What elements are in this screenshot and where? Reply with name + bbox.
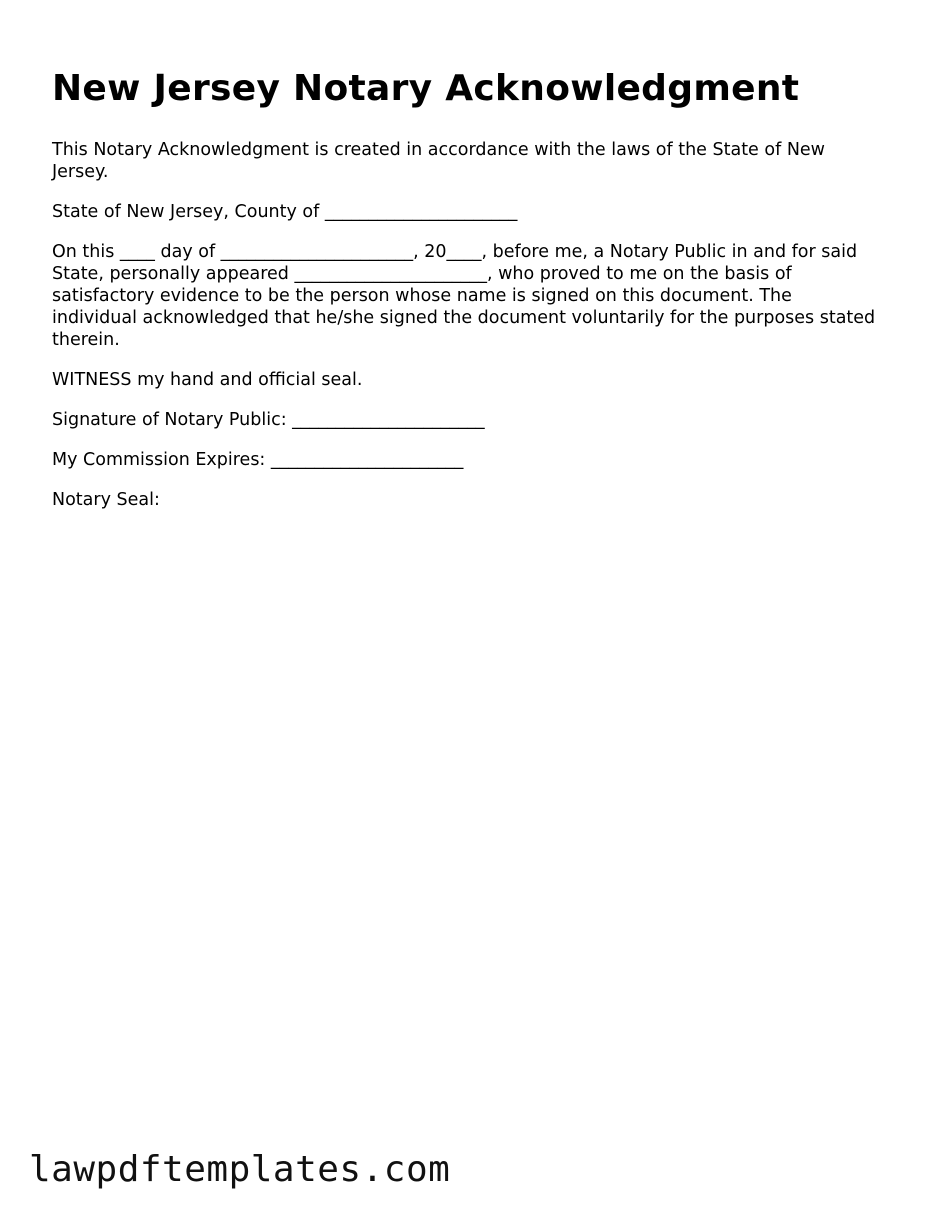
acknowledgment-paragraph: On this ____ day of ______________________, 20____, before me, a Notary Public in and for said State, personally appeared ______________________, who proved to me on the basis of satisfactory evidence to be the person whose name is signed on this document. The individual acknowledged that he/she signed the document voluntarily for the purposes stated therein. [52,242,876,350]
witness-line: WITNESS my hand and official seal. [52,370,363,390]
intro-paragraph: This Notary Acknowledgment is created in accordance with the laws of the State of New Jersey. [52,140,825,182]
document-title: New Jersey Notary Acknowledgment [52,68,800,109]
commission-expiry-line: My Commission Expires: ______________________ [52,450,464,470]
document-page [52,64,882,529]
county-line: State of New Jersey, County of ______________________ [52,202,518,222]
notary-signature-line: Signature of Notary Public: ______________________ [52,410,485,430]
site-watermark: lawpdftemplates.com [29,1149,451,1190]
notary-seal-label: Notary Seal: [52,490,160,510]
